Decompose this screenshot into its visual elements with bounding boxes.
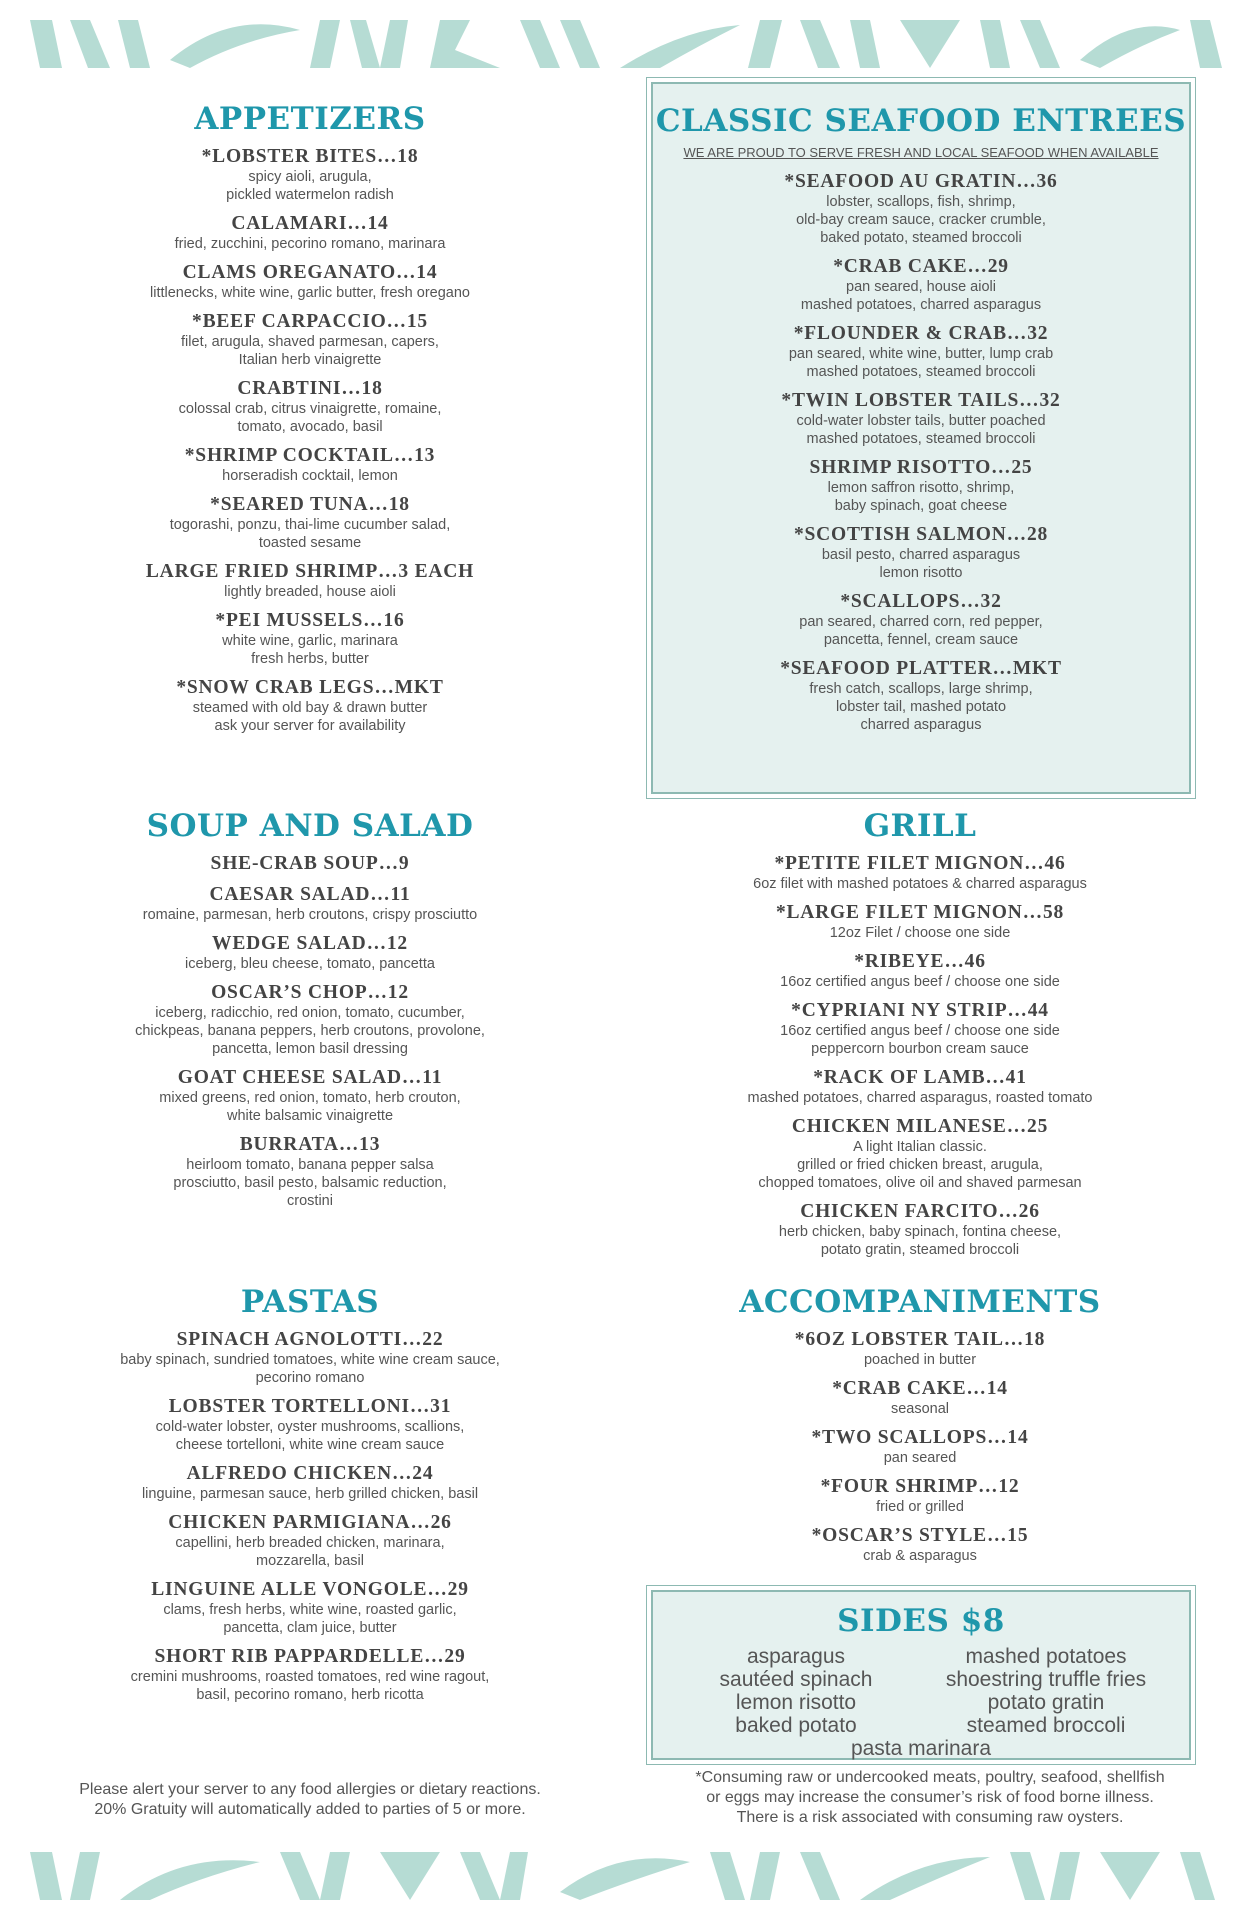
menu-item	[70, 560, 550, 601]
menu-item-description: iceberg, radicchio, red onion, tomato, cucumber,	[155, 1004, 465, 1021]
menu-item-description: 6oz filet with mashed potatoes & charred asparagus	[753, 875, 1087, 892]
seafood-section	[651, 82, 1191, 794]
menu-item	[70, 609, 550, 668]
menu-item-description: prosciutto, basil pesto, balsamic reduction,	[173, 1174, 447, 1191]
menu-item-name: SPINACH AGNOLOTTI…22	[176, 1328, 444, 1350]
section-title: APPETIZERS	[194, 101, 426, 137]
pastas-section	[70, 1283, 550, 1712]
menu-item-description: crostini	[287, 1192, 333, 1209]
top-decorative-band	[0, 20, 1243, 68]
menu-item-description: seasonal	[890, 1400, 950, 1417]
menu-item-description: horseradish cocktail, lemon	[222, 467, 398, 484]
menu-item-description: potato gratin, steamed broccoli	[820, 1241, 1020, 1258]
menu-item-name: *6OZ LOBSTER TAIL…18	[794, 1328, 1046, 1350]
menu-item	[640, 1200, 1200, 1259]
menu-item-name: *LOBSTER BITES…18	[201, 145, 419, 167]
side-item: steamed broccoli	[966, 1713, 1126, 1737]
menu-item-name: *TWO SCALLOPS…14	[811, 1426, 1029, 1448]
menu-item	[70, 1511, 550, 1570]
menu-item-description: colossal crab, citrus vinaigrette, romaine,	[178, 400, 442, 417]
menu-item-name: SHE-CRAB SOUP…9	[210, 852, 410, 874]
side-item: asparagus	[746, 1644, 846, 1668]
sides-section	[651, 1590, 1191, 1760]
side-item: pasta marinara	[850, 1736, 992, 1760]
notice-line: or eggs may increase the consumer’s risk of food borne illness.	[706, 1789, 1154, 1806]
menu-item-description: A light Italian classic.	[853, 1138, 987, 1155]
section-title: GRILL	[863, 808, 977, 844]
menu-item-description: pan seared, charred corn, red pepper,	[799, 613, 1043, 630]
menu-item	[70, 1395, 550, 1454]
menu-item-description: white wine, garlic, marinara	[222, 632, 398, 649]
menu-item-description: grilled or fried chicken breast, arugula,	[797, 1156, 1043, 1173]
menu-item	[640, 1475, 1200, 1516]
menu-item-name: GOAT CHEESE SALAD…11	[177, 1066, 443, 1088]
menu-item-name: CRABTINI…18	[237, 377, 383, 399]
menu-item	[640, 1328, 1200, 1369]
menu-item	[640, 1426, 1200, 1467]
grill-section	[640, 807, 1200, 1267]
pastas-list	[70, 1328, 550, 1704]
menu-item-name: *SNOW CRAB LEGS…MKT	[176, 676, 444, 698]
menu-item-name: CAESAR SALAD…11	[209, 883, 411, 905]
section-title: SOUP AND SALAD	[146, 808, 474, 844]
menu-item	[70, 493, 550, 552]
menu-item	[653, 523, 1189, 582]
menu-item	[640, 999, 1200, 1058]
menu-item-description: cold-water lobster, oyster mushrooms, scallions,	[155, 1418, 465, 1435]
side-item: mashed potatoes	[965, 1644, 1127, 1668]
menu-item-description: mozzarella, basil	[256, 1552, 364, 1569]
menu-item	[640, 901, 1200, 942]
menu-item	[70, 1066, 550, 1125]
menu-item-description: charred asparagus	[860, 716, 982, 733]
appetizers-section	[70, 100, 550, 743]
menu-item	[653, 389, 1189, 448]
menu-item	[70, 444, 550, 485]
menu-item	[70, 1645, 550, 1704]
menu-item-description: littlenecks, white wine, garlic butter, fresh oregano	[150, 284, 470, 301]
menu-item-description: basil, pecorino romano, herb ricotta	[196, 1686, 424, 1703]
menu-item-name: SHORT RIB PAPPARDELLE…29	[154, 1645, 466, 1667]
menu-item-description: steamed with old bay & drawn butter	[192, 699, 428, 716]
accompaniments-section	[640, 1283, 1200, 1573]
menu-item-description: iceberg, bleu cheese, tomato, pancetta	[185, 955, 435, 972]
section-title: SIDES $8	[837, 1603, 1005, 1639]
section-title: CLASSIC SEAFOOD ENTREES	[655, 103, 1187, 139]
menu-item-description: mashed potatoes, charred asparagus, roasted tomato	[747, 1089, 1093, 1106]
menu-item-name: *SCALLOPS…32	[840, 590, 1002, 612]
menu-item	[640, 852, 1200, 893]
menu-item	[653, 170, 1189, 247]
menu-item-description: lobster, scallops, fish, shrimp,	[826, 193, 1016, 210]
menu-item-name: LOBSTER TORTELLONI…31	[168, 1395, 452, 1417]
menu-item-description: chopped tomatoes, olive oil and shaved parmesan	[758, 1174, 1082, 1191]
menu-item-description: mashed potatoes, charred asparagus	[800, 296, 1042, 313]
menu-item	[70, 1133, 550, 1210]
menu-item-description: pan seared, white wine, butter, lump crab	[788, 345, 1054, 362]
menu-item-description: baby spinach, sundried tomatoes, white wine cream sauce,	[120, 1351, 500, 1368]
menu-item-description: cold-water lobster tails, butter poached	[796, 412, 1046, 429]
menu-item-name: WEDGE SALAD…12	[212, 932, 408, 954]
menu-item-description: fried or grilled	[876, 1498, 964, 1515]
sides-list	[671, 1645, 1171, 1760]
menu-item-name: *CRAB CAKE…14	[832, 1377, 1008, 1399]
menu-item	[653, 590, 1189, 649]
soup-salad-section	[70, 807, 550, 1218]
menu-item	[653, 456, 1189, 515]
menu-item-name: *LARGE FILET MIGNON…58	[775, 901, 1065, 923]
menu-item-description: baby spinach, goat cheese	[834, 497, 1008, 514]
menu-item	[640, 1377, 1200, 1418]
menu-item-name: CLAMS OREGANATO…14	[182, 261, 438, 283]
menu-item-name: BURRATA…13	[239, 1133, 381, 1155]
menu-item-name: LARGE FRIED SHRIMP…3 EACH	[145, 560, 475, 582]
menu-item-description: spicy aioli, arugula,	[248, 168, 372, 185]
side-item: shoestring truffle fries	[945, 1667, 1147, 1691]
menu-item-description: 12oz Filet / choose one side	[829, 924, 1011, 941]
accompaniments-list	[640, 1328, 1200, 1565]
appetizers-list	[70, 145, 550, 735]
menu-item-name: CHICKEN FARCITO…26	[800, 1200, 1040, 1222]
allergy-notice	[30, 1780, 590, 1820]
notice-line: *Consuming raw or undercooked meats, poultry, seafood, shellfish	[695, 1769, 1165, 1786]
side-item: lemon risotto	[735, 1690, 857, 1714]
side-item: potato gratin	[987, 1690, 1105, 1714]
menu-item-description: crab & asparagus	[863, 1547, 977, 1564]
menu-item-description: pecorino romano	[255, 1369, 365, 1386]
menu-item	[70, 1328, 550, 1387]
menu-item-description: toasted sesame	[258, 534, 362, 551]
menu-item-name: *SCOTTISH SALMON…28	[793, 523, 1049, 545]
menu-item-name: SHRIMP RISOTTO…25	[809, 456, 1033, 478]
menu-item-name: CHICKEN MILANESE…25	[791, 1115, 1049, 1137]
menu-item	[70, 1578, 550, 1637]
menu-item-name: OSCAR’S CHOP…12	[211, 981, 409, 1003]
section-title: ACCOMPANIMENTS	[739, 1284, 1101, 1320]
menu-item-name: *SEAFOOD PLATTER…MKT	[780, 657, 1062, 679]
menu-item-description: mixed greens, red onion, tomato, herb crouton,	[159, 1089, 461, 1106]
menu-item-description: Italian herb vinaigrette	[238, 351, 382, 368]
seafood-list	[653, 170, 1189, 734]
menu-item-name: *PEI MUSSELS…16	[215, 609, 405, 631]
menu-item	[653, 322, 1189, 381]
side-item: sautéed spinach	[719, 1667, 873, 1691]
menu-item-name: CHICKEN PARMIGIANA…26	[168, 1511, 452, 1533]
menu-item-description: mashed potatoes, steamed broccoli	[806, 430, 1036, 447]
menu-item-name: *RIBEYE…46	[854, 950, 986, 972]
menu-item-description: lobster tail, mashed potato	[835, 698, 1007, 715]
menu-item-description: baked potato, steamed broccoli	[820, 229, 1022, 246]
menu-item-name: *FLOUNDER & CRAB…32	[793, 322, 1049, 344]
menu-item-description: pancetta, lemon basil dressing	[212, 1040, 408, 1057]
menu-item-description: peppercorn bourbon cream sauce	[811, 1040, 1029, 1057]
menu-item-description: fresh catch, scallops, large shrimp,	[809, 680, 1033, 697]
notice-line: There is a risk associated with consuming raw oysters.	[736, 1809, 1124, 1826]
menu-item-name: *FOUR SHRIMP…12	[820, 1475, 1020, 1497]
menu-item	[70, 676, 550, 735]
menu-item-description: togorashi, ponzu, thai-lime cucumber salad,	[169, 516, 451, 533]
menu-item	[70, 145, 550, 204]
menu-item-description: pancetta, fennel, cream sauce	[823, 631, 1019, 648]
menu-item-name: *PETITE FILET MIGNON…46	[774, 852, 1066, 874]
menu-item-name: ALFREDO CHICKEN…24	[186, 1462, 434, 1484]
menu-item	[70, 852, 550, 875]
menu-item-description: lemon saffron risotto, shrimp,	[827, 479, 1015, 496]
menu-item-description: white balsamic vinaigrette	[226, 1107, 394, 1124]
menu-item-description: ask your server for availability	[214, 717, 406, 734]
menu-item	[640, 1066, 1200, 1107]
menu-item-description: pan seared, house aioli	[846, 278, 996, 295]
menu-item-description: mashed potatoes, steamed broccoli	[806, 363, 1036, 380]
menu-item-description: capellini, herb breaded chicken, marinara,	[175, 1534, 445, 1551]
menu-item-description: linguine, parmesan sauce, herb grilled chicken, basil	[141, 1485, 479, 1502]
menu-item-name: *OSCAR’S STYLE…15	[811, 1524, 1029, 1546]
menu-item-description: 16oz certified angus beef / choose one side	[780, 1022, 1060, 1039]
menu-item-description: pickled watermelon radish	[226, 186, 394, 203]
menu-item-description: lightly breaded, house aioli	[224, 583, 396, 600]
menu-item-description: cremini mushrooms, roasted tomatoes, red wine ragout,	[130, 1668, 490, 1685]
menu-item	[70, 1462, 550, 1503]
menu-item-description: old-bay cream sauce, cracker crumble,	[796, 211, 1046, 228]
consumer-advisory	[650, 1768, 1210, 1828]
menu-item-name: *TWIN LOBSTER TAILS…32	[781, 389, 1061, 411]
menu-item	[70, 212, 550, 253]
menu-item	[70, 377, 550, 436]
menu-item-description: heirloom tomato, banana pepper salsa	[186, 1156, 434, 1173]
menu-item-description: 16oz certified angus beef / choose one side	[780, 973, 1060, 990]
menu-item-name: CALAMARI…14	[231, 212, 389, 234]
menu-item	[70, 932, 550, 973]
menu-item-description: tomato, avocado, basil	[237, 418, 383, 435]
menu-item-description: chickpeas, banana peppers, herb croutons, provolone,	[135, 1022, 485, 1039]
menu-item-name: LINGUINE ALLE VONGOLE…29	[151, 1578, 469, 1600]
soup-salad-list	[70, 852, 550, 1210]
menu-item	[640, 1115, 1200, 1192]
section-title: PASTAS	[240, 1284, 380, 1320]
menu-item-description: lemon risotto	[879, 564, 963, 581]
menu-item-description: pancetta, clam juice, butter	[223, 1619, 397, 1636]
menu-item-name: *CRAB CAKE…29	[833, 255, 1009, 277]
menu-item-description: cheese tortelloni, white wine cream sauce	[175, 1436, 445, 1453]
side-item: baked potato	[735, 1713, 857, 1737]
menu-item	[640, 950, 1200, 991]
menu-item-name: *SEAFOOD AU GRATIN…36	[784, 170, 1058, 192]
menu-item	[70, 261, 550, 302]
menu-item	[70, 981, 550, 1058]
menu-item-description: poached in butter	[863, 1351, 977, 1368]
menu-item	[640, 1524, 1200, 1565]
menu-item-description: herb chicken, baby spinach, fontina cheese,	[778, 1223, 1062, 1240]
menu-item-description: filet, arugula, shaved parmesan, capers,	[181, 333, 439, 350]
menu-item-name: *SEARED TUNA…18	[210, 493, 410, 515]
notice-line: Please alert your server to any food allergies or dietary reactions.	[79, 1781, 541, 1798]
menu-item-name: *RACK OF LAMB…41	[813, 1066, 1027, 1088]
menu-item	[70, 883, 550, 924]
menu-item	[653, 255, 1189, 314]
grill-list	[640, 852, 1200, 1259]
menu-item-description: fried, zucchini, pecorino romano, marinara	[174, 235, 446, 252]
bottom-decorative-band	[0, 1852, 1243, 1900]
menu-item-name: *CYPRIANI NY STRIP…44	[791, 999, 1049, 1021]
menu-item-name: *BEEF CARPACCIO…15	[192, 310, 428, 332]
menu-item-name: *SHRIMP COCKTAIL…13	[184, 444, 436, 466]
menu-item-description: romaine, parmesan, herb croutons, crispy prosciutto	[142, 906, 478, 923]
menu-item-description: clams, fresh herbs, white wine, roasted garlic,	[163, 1601, 457, 1618]
menu-item-description: fresh herbs, butter	[251, 650, 369, 667]
menu-item	[653, 657, 1189, 734]
menu-item	[70, 310, 550, 369]
menu-item-description: pan seared	[883, 1449, 957, 1466]
menu-item-description: basil pesto, charred asparagus	[821, 546, 1021, 563]
notice-line: 20% Gratuity will automatically added to parties of 5 or more.	[94, 1801, 526, 1818]
section-subtitle: WE ARE PROUD TO SERVE FRESH AND LOCAL SEAFOOD WHEN AVAILABLE	[683, 144, 1159, 160]
